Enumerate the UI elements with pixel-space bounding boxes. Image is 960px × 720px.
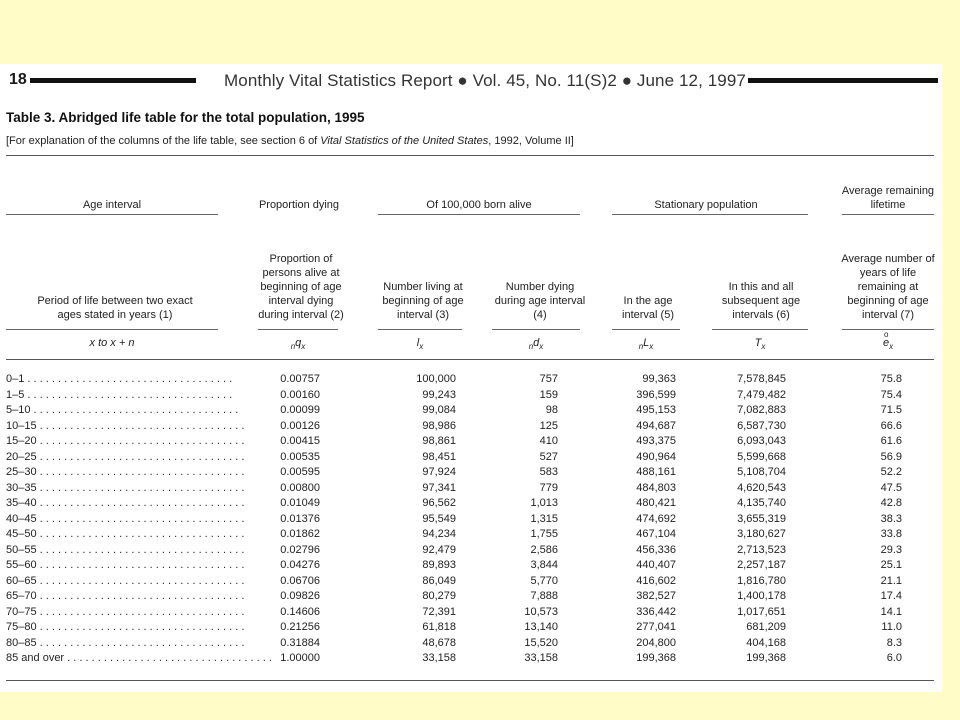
- row-cell-L: 495,153: [636, 404, 676, 416]
- row-cell-l: 92,479: [422, 543, 456, 556]
- row-cell-e: 33.8: [880, 528, 902, 540]
- row-cell-e: 17.4: [880, 590, 902, 602]
- row-cell-e: 42.8: [880, 497, 902, 509]
- row-cell-L: 490,964: [636, 450, 676, 463]
- document-page: [0, 64, 942, 692]
- column-header-2: Proportion of persons alive at beginning of age interval dying during interval (2): [258, 253, 344, 321]
- row-cell-T: 404,168: [746, 636, 786, 649]
- row-cell-q: 0.04276: [280, 559, 320, 571]
- row-cell-q: 0.01862: [280, 528, 320, 540]
- row-cell-L: 416,602: [636, 574, 676, 587]
- row-cell-q: 0.00757: [280, 373, 320, 385]
- row-cell-q: 1.00000: [280, 652, 320, 664]
- row-cell-L: 199,368: [636, 652, 676, 664]
- column-header-6: In this and all subsequent age intervals (6): [721, 281, 801, 321]
- row-cell-e: 25.1: [880, 559, 902, 571]
- row-cell-L: 484,803: [636, 481, 676, 494]
- column-rule: [258, 329, 338, 330]
- row-age-interval: 55–60 . . . . . . . . . . . . . . . . . . . . . . . . . . . . . . . . . .: [6, 559, 245, 571]
- row-cell-T: 2,713,523: [737, 543, 786, 556]
- row-age-interval: 35–40 . . . . . . . . . . . . . . . . . . . . . . . . . . . . . . . . . .: [6, 497, 245, 509]
- table-row: [0, 451, 942, 465]
- row-cell-l: 97,924: [422, 466, 456, 478]
- symbol-c5-text: $_nL_x$: [638, 337, 654, 352]
- row-cell-d: 2,586: [530, 543, 558, 556]
- row-cell-d: 1,315: [530, 512, 558, 525]
- row-cell-l: 61,818: [422, 621, 456, 633]
- row-cell-e: 29.3: [880, 543, 902, 556]
- row-cell-q: 0.00099: [280, 404, 320, 416]
- row-cell-e: 75.8: [880, 373, 902, 385]
- row-cell-d: 159: [539, 388, 558, 401]
- row-cell-d: 3,844: [530, 559, 558, 571]
- page-number: 18: [9, 71, 27, 88]
- row-cell-d: 125: [539, 419, 558, 432]
- row-cell-e: 71.5: [880, 404, 902, 416]
- row-cell-d: 1,013: [530, 497, 558, 509]
- row-cell-e: 66.6: [880, 419, 902, 432]
- row-cell-q: 0.00415: [280, 435, 320, 447]
- column-rule: [612, 329, 680, 330]
- row-age-interval: 25–30 . . . . . . . . . . . . . . . . . . . . . . . . . . . . . . . . . .: [6, 466, 245, 478]
- symbol-person-years: [612, 337, 680, 351]
- row-age-interval: 70–75 . . . . . . . . . . . . . . . . . . . . . . . . . . . . . . . . . .: [6, 605, 245, 618]
- row-cell-L: 493,375: [636, 435, 676, 447]
- row-cell-T: 7,578,845: [737, 373, 786, 385]
- group-header-proportion-dying: Proportion dying: [258, 199, 340, 211]
- row-cell-d: 527: [539, 450, 558, 463]
- column-header-3: Number living at beginning of age interval (3): [382, 281, 464, 321]
- symbol-age-range: [6, 337, 218, 349]
- group-rule: [378, 214, 580, 215]
- symbol-c2-text: $_nq_x$: [290, 337, 306, 352]
- row-cell-q: 0.06706: [280, 574, 320, 587]
- column-rule: [6, 329, 218, 330]
- row-cell-l: 89,893: [422, 559, 456, 571]
- row-cell-q: 0.09826: [280, 590, 320, 602]
- row-cell-T: 7,082,883: [737, 404, 786, 416]
- header-rule-right: [748, 78, 938, 83]
- row-cell-T: 5,108,704: [737, 466, 786, 478]
- column-header-4: Number dying during age interval (4): [494, 281, 586, 321]
- table-row: [0, 637, 942, 651]
- row-age-interval: 85 and over . . . . . . . . . . . . . . . . . . . . . . . . . . . . . . . . . .: [6, 652, 272, 664]
- row-cell-q: 0.14606: [280, 605, 320, 618]
- row-age-interval: 50–55 . . . . . . . . . . . . . . . . . . . . . . . . . . . . . . . . . .: [6, 543, 245, 556]
- row-cell-l: 95,549: [422, 512, 456, 525]
- row-cell-l: 98,451: [422, 450, 456, 463]
- row-age-interval: 80–85 . . . . . . . . . . . . . . . . . . . . . . . . . . . . . . . . . .: [6, 636, 245, 649]
- row-age-interval: 75–80 . . . . . . . . . . . . . . . . . . . . . . . . . . . . . . . . . .: [6, 621, 245, 633]
- column-header-1: Period of life between two exact ages stated in years (1): [37, 295, 193, 321]
- group-rule: [842, 214, 934, 215]
- row-cell-q: 0.01376: [280, 512, 320, 525]
- table-row: [0, 482, 942, 496]
- row-cell-L: 494,687: [636, 419, 676, 432]
- row-cell-e: 8.3: [886, 636, 902, 649]
- row-cell-L: 277,041: [636, 621, 676, 633]
- row-cell-l: 86,049: [422, 574, 456, 587]
- header-rule-left: [30, 78, 196, 83]
- symbol-c4-text: $_nd_x$: [528, 337, 544, 352]
- table-row: [0, 497, 942, 511]
- row-cell-e: 52.2: [880, 466, 902, 478]
- group-header-stationary: Stationary population: [654, 199, 758, 211]
- header-bottom-rule: [6, 359, 934, 360]
- row-cell-l: 33,158: [422, 652, 456, 664]
- running-head: [6, 68, 942, 94]
- row-age-interval: 45–50 . . . . . . . . . . . . . . . . . . . . . . . . . . . . . . . . . .: [6, 528, 245, 540]
- row-cell-l: 80,279: [422, 590, 456, 602]
- row-age-interval: 5–10 . . . . . . . . . . . . . . . . . . . . . . . . . . . . . . . . . .: [6, 404, 239, 416]
- row-cell-L: 336,442: [636, 605, 676, 618]
- row-cell-q: 0.00800: [280, 481, 320, 494]
- row-cell-L: 396,599: [636, 388, 676, 401]
- table-row: [0, 466, 942, 480]
- symbol-c6-text: $T_x$: [754, 337, 766, 352]
- row-cell-L: 99,363: [642, 373, 676, 385]
- row-cell-L: 467,104: [636, 528, 676, 540]
- row-cell-q: 0.01049: [280, 497, 320, 509]
- table-row: [0, 652, 942, 666]
- row-cell-q: 0.00160: [280, 388, 320, 401]
- row-cell-d: 98: [545, 404, 558, 416]
- row-cell-l: 48,678: [422, 636, 456, 649]
- row-cell-l: 97,341: [422, 481, 456, 494]
- table-bottom-rule: [6, 680, 934, 681]
- table-row: [0, 435, 942, 449]
- symbol-total-years: [712, 337, 808, 351]
- row-cell-d: 779: [539, 481, 558, 494]
- row-cell-T: 1,816,780: [737, 574, 786, 587]
- symbol-c1-text: x to x + n: [89, 337, 135, 349]
- row-cell-q: 0.21256: [280, 621, 320, 633]
- row-cell-l: 96,562: [422, 497, 456, 509]
- row-cell-q: 0.00535: [280, 450, 320, 463]
- table-row: [0, 389, 942, 403]
- table-row: [0, 621, 942, 635]
- row-cell-T: 5,599,668: [737, 450, 786, 463]
- row-cell-T: 6,093,043: [737, 435, 786, 447]
- row-cell-q: 0.00126: [280, 419, 320, 432]
- row-cell-T: 1,017,651: [737, 605, 786, 618]
- row-cell-T: 6,587,730: [737, 419, 786, 432]
- row-cell-e: 11.0: [881, 621, 902, 633]
- row-cell-l: 99,243: [422, 388, 456, 401]
- row-cell-T: 4,620,543: [737, 481, 786, 494]
- row-cell-d: 757: [539, 373, 558, 385]
- row-age-interval: 1–5 . . . . . . . . . . . . . . . . . . . . . . . . . . . . . . . . . .: [6, 388, 233, 401]
- row-cell-e: 21.1: [880, 574, 902, 587]
- symbol-c3-text: $l_x$: [416, 337, 424, 352]
- group-header-remaining-lifetime: Average remaining lifetime: [841, 185, 935, 211]
- table-row: [0, 404, 942, 418]
- group-rule: [6, 214, 218, 215]
- row-age-interval: 65–70 . . . . . . . . . . . . . . . . . . . . . . . . . . . . . . . . . .: [6, 590, 245, 602]
- row-cell-l: 94,234: [422, 528, 456, 540]
- row-cell-e: 47.5: [880, 481, 902, 494]
- group-rule: [612, 214, 808, 215]
- row-cell-e: 75.4: [880, 388, 902, 401]
- table-subtitle: [6, 135, 574, 147]
- row-cell-l: 100,000: [416, 373, 456, 385]
- running-head-text: Monthly Vital Statistics Report ● Vol. 45, No. 11(S)2 ● June 12, 1997: [224, 71, 746, 90]
- subtitle-text-1: [For explanation of the columns of the life table, see section 6 of: [6, 135, 321, 147]
- row-age-interval: 40–45 . . . . . . . . . . . . . . . . . . . . . . . . . . . . . . . . . .: [6, 512, 245, 525]
- row-cell-T: 7,479,482: [737, 388, 786, 401]
- table-title: Table 3. Abridged life table for the total population, 1995: [6, 110, 365, 125]
- row-age-interval: 10–15 . . . . . . . . . . . . . . . . . . . . . . . . . . . . . . . . . .: [6, 419, 245, 432]
- row-cell-T: 1,400,178: [737, 590, 786, 602]
- row-cell-q: 0.31884: [280, 636, 320, 649]
- group-header-born-alive: Of 100,000 born alive: [426, 199, 532, 211]
- table-row: [0, 544, 942, 558]
- row-cell-d: 1,755: [530, 528, 558, 540]
- table-row: [0, 513, 942, 527]
- symbol-number-dying: [492, 337, 580, 351]
- row-cell-e: 61.6: [880, 435, 902, 447]
- column-rule: [378, 329, 462, 330]
- row-cell-l: 98,861: [422, 435, 456, 447]
- row-age-interval: 60–65 . . . . . . . . . . . . . . . . . . . . . . . . . . . . . . . . . .: [6, 574, 245, 587]
- subtitle-text-2: , 1992, Volume II]: [488, 135, 574, 147]
- column-rule: [712, 329, 808, 330]
- row-cell-T: 3,655,319: [737, 512, 786, 525]
- row-cell-L: 488,161: [636, 466, 676, 478]
- row-cell-d: 15,520: [524, 636, 558, 649]
- row-cell-d: 583: [539, 466, 558, 478]
- row-age-interval: 20–25 . . . . . . . . . . . . . . . . . . . . . . . . . . . . . . . . . .: [6, 450, 245, 463]
- row-cell-d: 13,140: [524, 621, 558, 633]
- column-rule: [492, 329, 580, 330]
- table-row: [0, 420, 942, 434]
- row-cell-e: 14.1: [880, 605, 902, 618]
- row-cell-d: 410: [539, 435, 558, 447]
- row-cell-e: 38.3: [880, 512, 902, 525]
- row-cell-T: 2,257,187: [737, 559, 786, 571]
- table-row: [0, 528, 942, 542]
- row-cell-l: 72,391: [422, 605, 456, 618]
- row-cell-d: 7,888: [530, 590, 558, 602]
- row-age-interval: 15–20 . . . . . . . . . . . . . . . . . . . . . . . . . . . . . . . . . .: [6, 435, 245, 447]
- symbol-proportion-dying: [258, 337, 338, 351]
- row-cell-L: 480,421: [636, 497, 676, 509]
- table-row: [0, 590, 942, 604]
- symbol-number-living: [378, 337, 462, 351]
- row-cell-l: 98,986: [422, 419, 456, 432]
- row-cell-d: 10,573: [524, 605, 558, 618]
- row-cell-L: 204,800: [636, 636, 676, 649]
- row-cell-l: 99,084: [422, 404, 456, 416]
- group-header-age-interval: Age interval: [82, 199, 142, 211]
- row-cell-L: 382,527: [636, 590, 676, 602]
- row-cell-q: 0.00595: [280, 466, 320, 478]
- column-header-7: Average number of years of life remaining at beginning of age interval (7): [841, 253, 935, 321]
- subtitle-publication: Vital Statistics of the United States: [320, 135, 489, 147]
- row-cell-T: 4,135,740: [737, 497, 786, 509]
- row-cell-e: 6.0: [886, 652, 902, 664]
- row-cell-L: 440,407: [636, 559, 676, 571]
- row-cell-L: 456,336: [636, 543, 676, 556]
- symbol-life-expectancy: [842, 330, 934, 352]
- row-cell-T: 3,180,627: [737, 528, 786, 540]
- row-age-interval: 30–35 . . . . . . . . . . . . . . . . . . . . . . . . . . . . . . . . . .: [6, 481, 245, 494]
- table-row: [0, 373, 942, 387]
- row-cell-T: 681,209: [746, 621, 786, 633]
- table-row: [0, 559, 942, 573]
- row-cell-L: 474,692: [636, 512, 676, 525]
- row-cell-T: 199,368: [746, 652, 786, 664]
- table-row: [0, 575, 942, 589]
- row-cell-d: 5,770: [530, 574, 558, 587]
- table-row: [0, 606, 942, 620]
- row-cell-q: 0.02796: [280, 543, 320, 556]
- row-cell-d: 33,158: [524, 652, 558, 664]
- column-header-5: In the age interval (5): [622, 295, 674, 321]
- symbol-c7-text: e o $_x$: [882, 330, 894, 352]
- row-age-interval: 0–1 . . . . . . . . . . . . . . . . . . . . . . . . . . . . . . . . . .: [6, 373, 233, 385]
- row-cell-e: 56.9: [880, 450, 902, 463]
- table-top-rule: [6, 155, 934, 156]
